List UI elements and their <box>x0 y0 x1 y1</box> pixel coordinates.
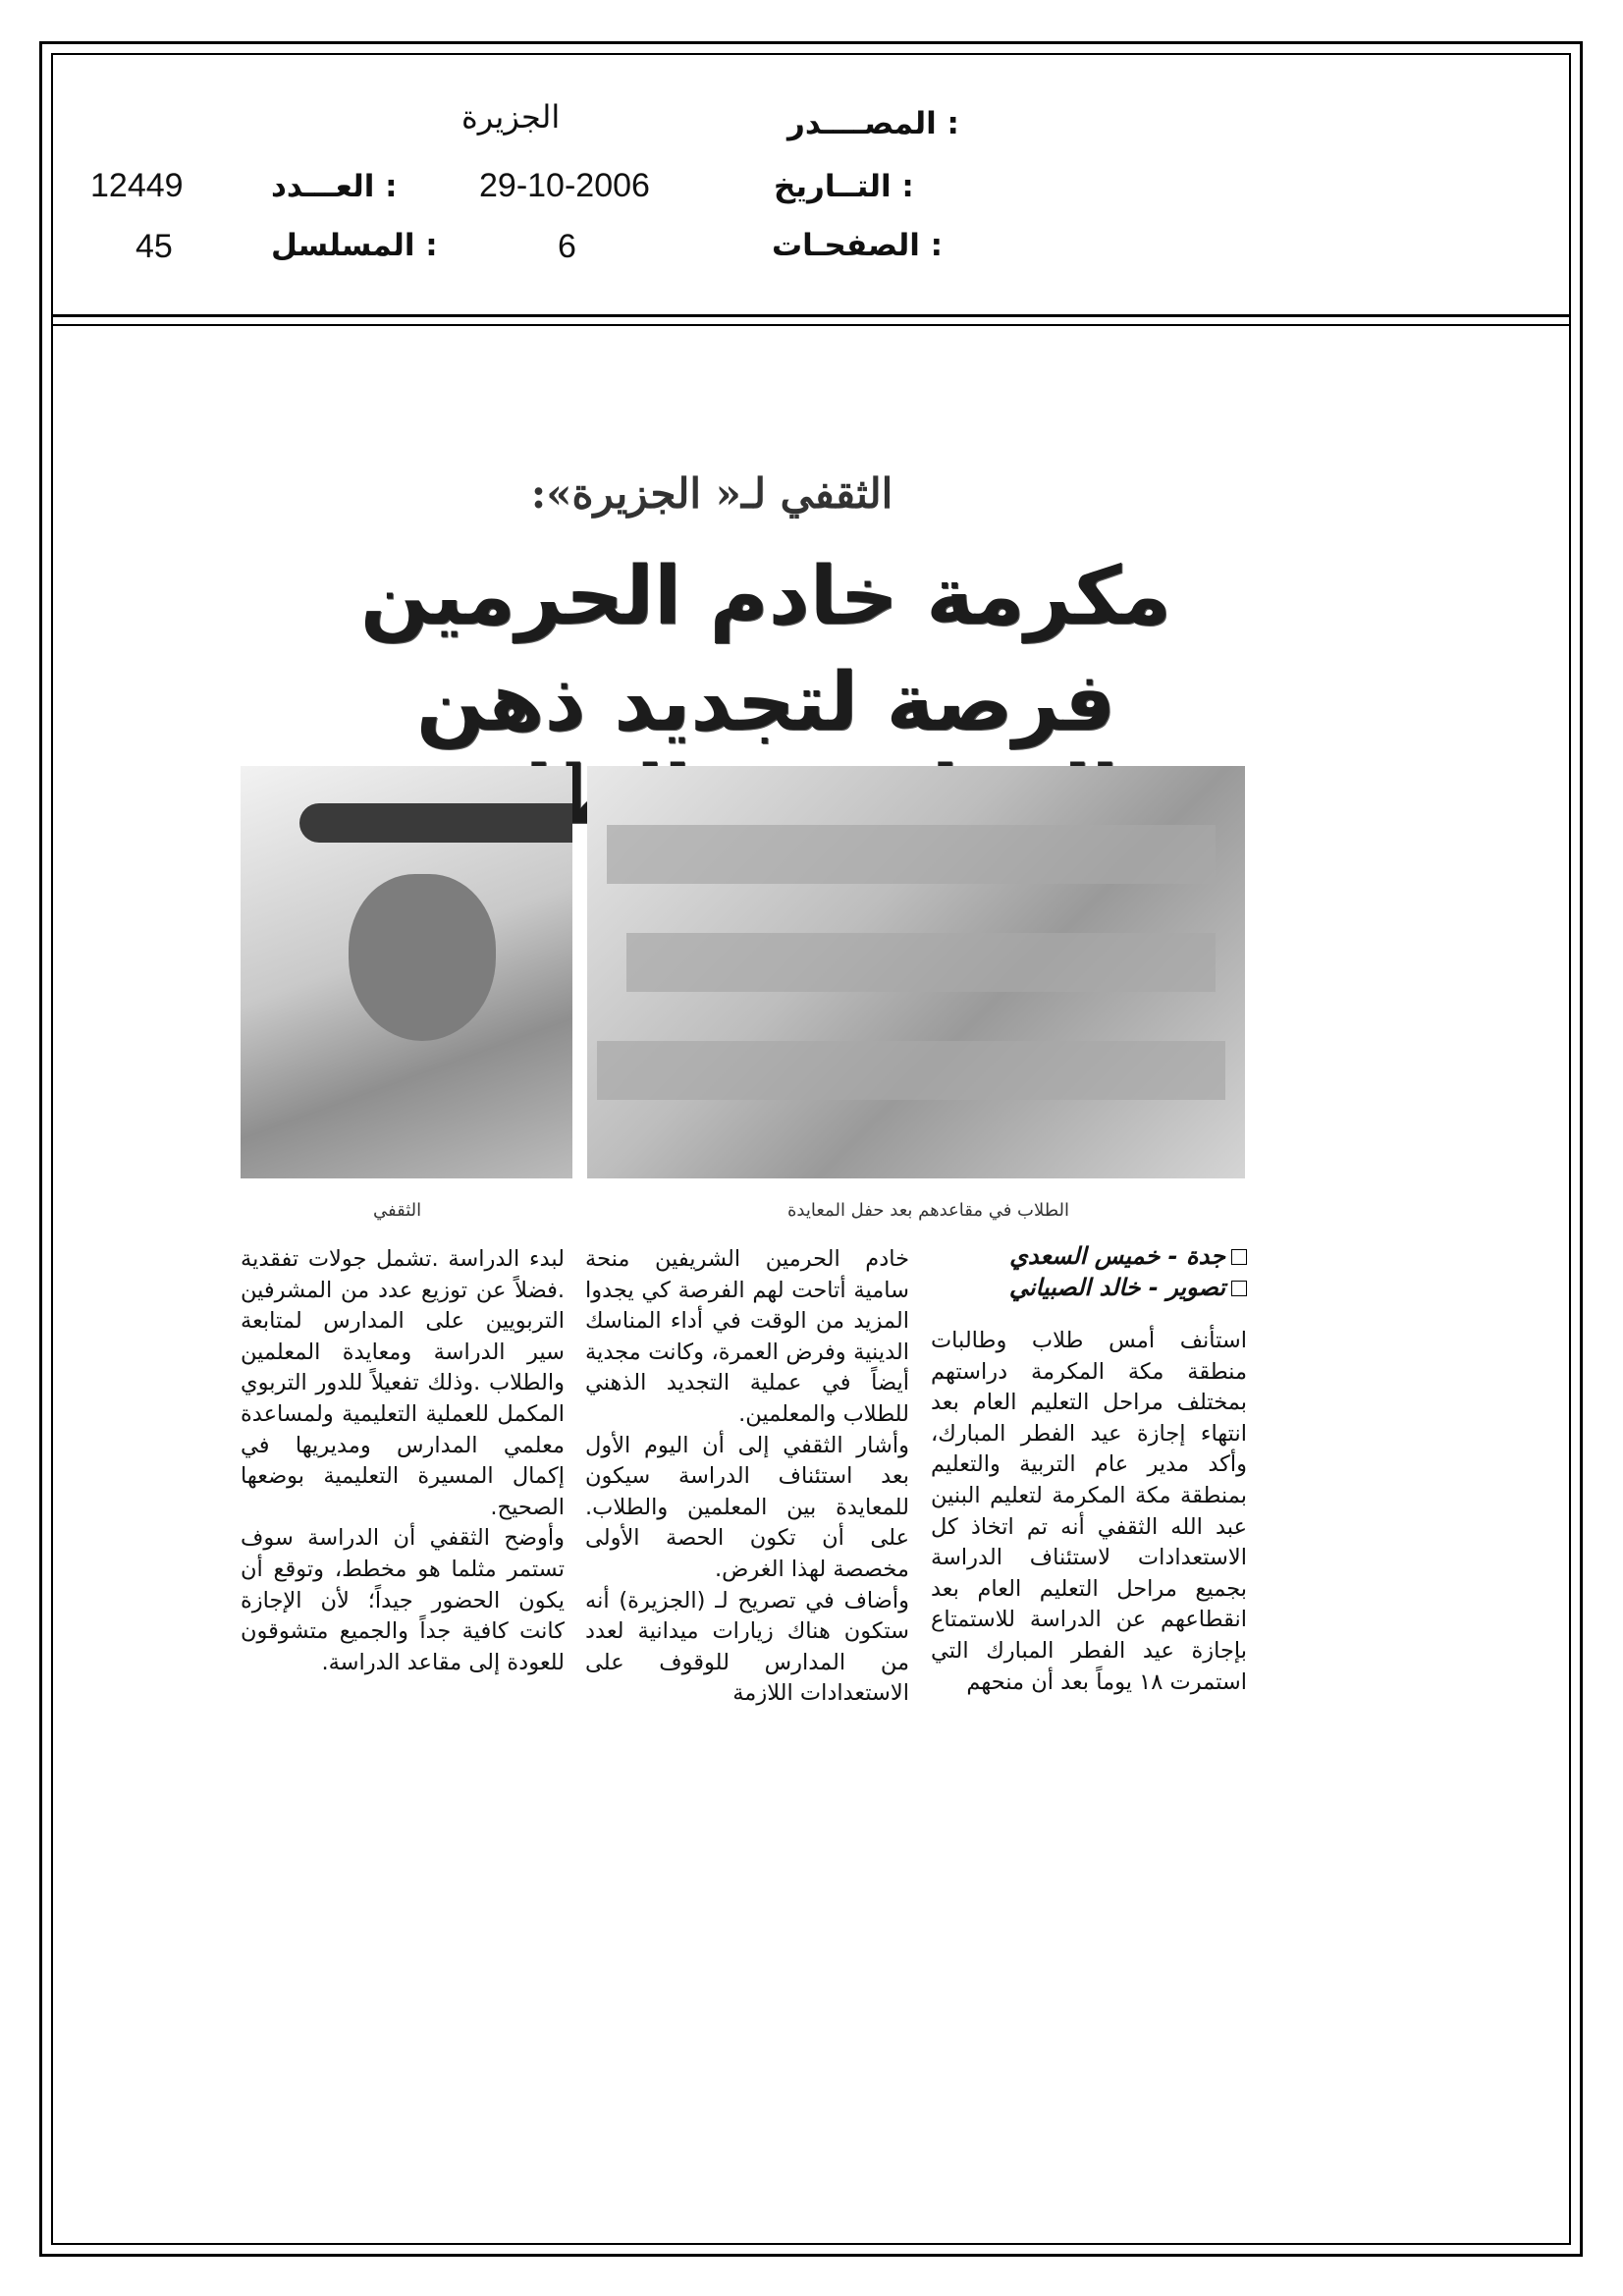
article-column-middle <box>585 1244 909 1710</box>
header-divider <box>51 314 1571 317</box>
paragraph: خادم الحرمين الشريفين منحة سامية أتاحت لهم الفرصة كي يجدوا المزيد من الوقت في أداء المناسك الدينية وفرض العمرة، وكانت مجدية أيضاً في عملية التجديد الذهني للطلاب والمعلمين. <box>585 1246 909 1427</box>
pages-value: 6 <box>558 228 576 265</box>
date-label: التــاريخ : <box>774 169 914 204</box>
byline-photographer: تصوير - خالد الصبياني <box>933 1271 1247 1304</box>
header-divider-inner <box>51 324 1571 326</box>
byline-author: جدة - خميس السعدي <box>933 1239 1247 1273</box>
photo-caption-left: الثقفي <box>373 1200 422 1221</box>
headline-line-1: مكرمة خادم الحرمين <box>359 550 1172 643</box>
paragraph: وأضاف في تصريح لـ (الجزيرة) أنه ستكون هناك زيارات ميدانية لعدد من المدارس للوقوف على الاستعدادات اللازمة <box>585 1587 909 1707</box>
source-value: الجزيرة <box>461 98 561 136</box>
paragraph: لبدء الدراسة .تشمل جولات تفقدية .فضلاً عن توزيع عدد من المشرفين التربويين على المدارس لمتابعة سير الدراسة ومعايدة المعلمين والطلاب .وذلك تفعيلاً للدور التربوي المكمل للعملية التعليمية ولمساعدة معلمي المدارس ومديريها في إكمال المسيرة التعليمية بوضعها الصحيح. <box>241 1246 565 1520</box>
byline-bullet-icon <box>1231 1281 1247 1296</box>
serial-value: 45 <box>135 228 173 265</box>
paragraph: وأوضح الثقفي أن الدراسة سوف تستمر مثلما هو مخطط، وتوقع أن يكون الحضور جيداً؛ لأن الإجازة كانت كافية جداً والجميع متشوقون للعودة إلى مقاعد الدراسة. <box>241 1525 565 1675</box>
photo-caption-right: الطلاب في مقاعدهم بعد حفل المعايدة <box>787 1200 1069 1221</box>
students-classroom-photo <box>587 766 1245 1178</box>
article-kicker: الثقفي لـ« الجزيرة»: <box>530 469 893 518</box>
article-column-right <box>931 1326 1247 1698</box>
date-value: 29-10-2006 <box>479 167 650 204</box>
byline-bullet-icon <box>1231 1249 1247 1265</box>
paragraph: وأشار الثقفي إلى أن اليوم الأول بعد استئناف الدراسة سيكون للمعايدة بين المعلمين والطلاب. على أن تكون الحصة الأولى مخصصة لهذا الغرض. <box>585 1432 909 1582</box>
portrait-photo <box>241 766 572 1178</box>
pages-label: الصفحـات : <box>772 228 944 263</box>
serial-label: المسلسل : <box>271 228 438 263</box>
article-column-left <box>241 1244 565 1678</box>
issue-value: 12449 <box>90 167 184 204</box>
source-label: المصــــدر : <box>787 106 959 141</box>
paragraph: استأنف أمس طلاب وطالبات منطقة مكة المكرمة دراستهم بمختلف مراحل التعليم العام بعد انتهاء إجازة عيد الفطر المبارك، وأكد مدير عام التربية والتعليم بمنطقة مكة المكرمة لتعليم البنين عبد الله الثقفي أنه تم اتخاذ كل الاستعدادات لاستئناف الدراسة بجميع مراحل التعليم العام بعد انقطاعهم عن الدراسة للاستمتاع بإجازة عيد الفطر المبارك التي استمرت ١٨ يوماً بعد أن منحهم <box>931 1328 1247 1695</box>
headline-line-2: فرصة لتجديد ذهن والطلاب <box>412 656 1116 843</box>
issue-label: العـــدد : <box>271 169 398 204</box>
